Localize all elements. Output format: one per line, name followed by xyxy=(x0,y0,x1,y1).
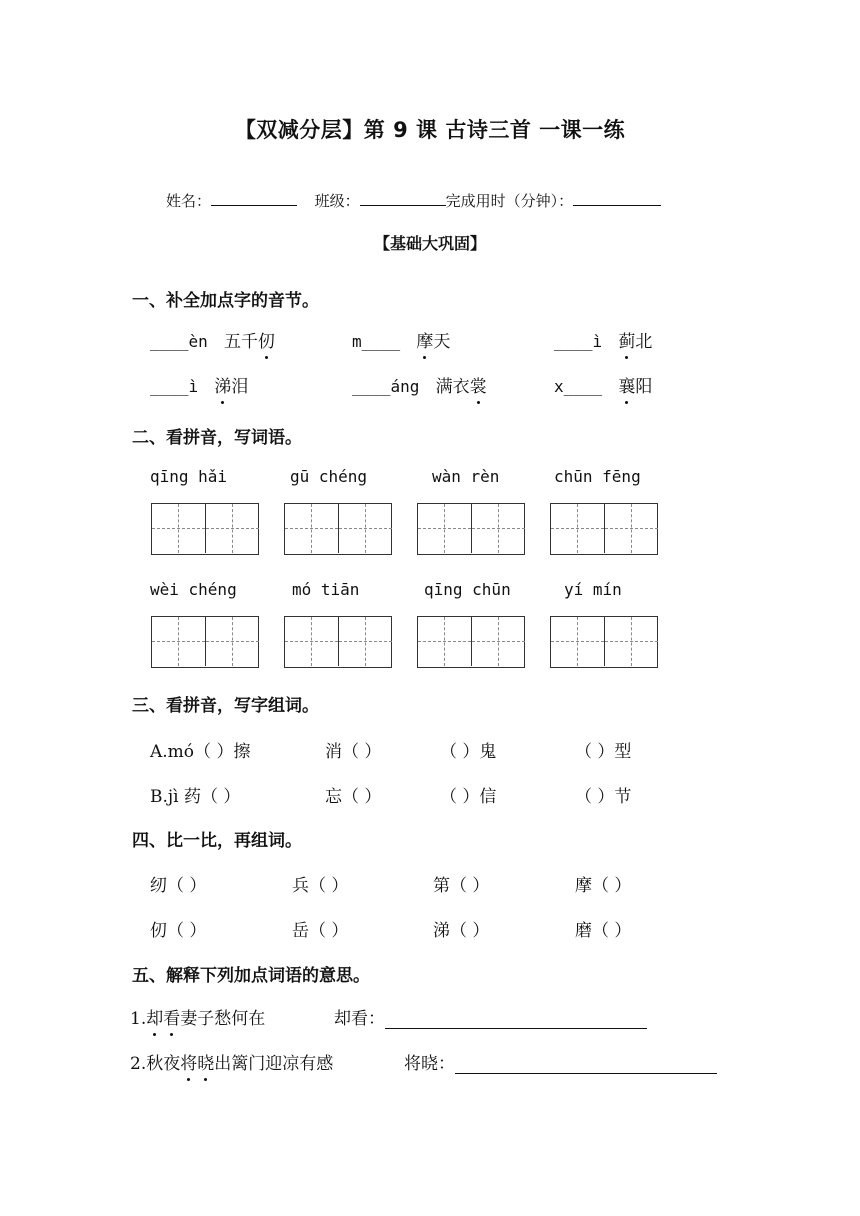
fill-item[interactable]: 忘（ ） xyxy=(325,787,382,807)
dotted-word xyxy=(146,1009,180,1029)
pinyin-prompt: gū chéng xyxy=(290,467,368,486)
s1-item xyxy=(352,327,450,352)
compare-item[interactable]: 岳（ ） xyxy=(292,921,349,941)
writing-grid[interactable] xyxy=(550,503,658,555)
word-part: 阳 xyxy=(635,377,653,397)
pinyin-prompt: qīng chūn xyxy=(424,580,511,599)
pinyin-prompt: mó tiān xyxy=(292,580,360,599)
dotted-char: 襄 xyxy=(618,372,635,397)
question-prefix: 2.秋夜 xyxy=(130,1054,181,1074)
answer-label: 将晓： xyxy=(404,1054,455,1074)
section-5-heading: 五、解释下列加点词语的意思。 xyxy=(132,966,370,986)
dotted-char: 涕 xyxy=(214,372,231,397)
pinyin-blank[interactable]: x____ xyxy=(554,377,603,396)
dotted-char: 却 xyxy=(146,1004,163,1029)
writing-grid[interactable] xyxy=(151,616,259,668)
section-2-heading: 二、看拼音，写词语。 xyxy=(132,428,302,448)
class-blank[interactable] xyxy=(360,191,446,206)
pinyin-blank[interactable]: m____ xyxy=(352,332,401,351)
s1-item xyxy=(554,372,652,397)
compare-item[interactable]: 磨（ ） xyxy=(575,921,632,941)
name-blank[interactable] xyxy=(211,191,297,206)
pinyin-prompt: yí mín xyxy=(564,580,622,599)
pinyin-prompt: wàn rèn xyxy=(432,467,500,486)
section-4-heading: 四、比一比，再组词。 xyxy=(132,831,302,851)
dotted-char: 看 xyxy=(163,1004,180,1029)
answer-line[interactable] xyxy=(385,1010,647,1029)
fill-item[interactable]: （ ）鬼 xyxy=(440,742,497,762)
s1-item xyxy=(150,327,275,352)
question-text: 出篱门迎凉有感 xyxy=(214,1054,334,1074)
dotted-char: 仞 xyxy=(258,327,275,352)
writing-grid[interactable] xyxy=(284,616,392,668)
writing-grid[interactable] xyxy=(151,503,259,555)
fill-item[interactable]: 消（ ） xyxy=(325,742,382,762)
dotted-char: 将 xyxy=(180,1049,197,1074)
writing-grid[interactable] xyxy=(417,503,525,555)
name-label: 姓名： xyxy=(166,192,212,210)
pinyin-prompt: qīng hǎi xyxy=(150,467,228,486)
fill-item[interactable]: （ ）信 xyxy=(440,787,497,807)
fill-item[interactable]: A.mó（ ）擦 xyxy=(150,742,251,762)
answer-line[interactable] xyxy=(455,1055,717,1074)
dotted-word xyxy=(180,1054,214,1074)
pinyin-blank[interactable]: ____áng xyxy=(352,377,420,396)
class-label: 班级： xyxy=(314,192,360,210)
word-part: 泪 xyxy=(231,377,249,397)
pinyin-blank[interactable]: ____èn xyxy=(150,332,208,351)
time-label: 完成用时（分钟）： xyxy=(445,192,574,210)
word-part: 五千 xyxy=(224,332,259,352)
student-info-line xyxy=(166,190,661,211)
question-2 xyxy=(130,1049,333,1074)
dotted-char: 裳 xyxy=(470,372,487,397)
compare-item[interactable]: 摩（ ） xyxy=(575,876,632,896)
answer-label: 却看： xyxy=(334,1009,385,1029)
s1-item xyxy=(554,327,652,352)
page-title: 【双减分层】第 9 课 古诗三首 一课一练 xyxy=(234,118,626,142)
question-2-answer xyxy=(404,1049,717,1074)
word-part: 天 xyxy=(433,332,451,352)
question-prefix: 1. xyxy=(130,1009,147,1029)
dotted-char: 晓 xyxy=(197,1049,214,1074)
writing-grid[interactable] xyxy=(284,503,392,555)
compare-item[interactable]: 纫（ ） xyxy=(150,876,207,896)
question-1 xyxy=(130,1004,265,1029)
writing-grid[interactable] xyxy=(417,616,525,668)
fill-item[interactable]: B.jì 药（ ） xyxy=(150,787,241,807)
pinyin-prompt: chūn fēng xyxy=(554,467,641,486)
s1-item xyxy=(150,372,248,397)
fill-item[interactable]: （ ）节 xyxy=(575,787,632,807)
compare-item[interactable]: 兵（ ） xyxy=(292,876,349,896)
time-blank[interactable] xyxy=(573,191,661,206)
word-part: 北 xyxy=(635,332,653,352)
compare-item[interactable]: 涕（ ） xyxy=(433,921,490,941)
section-subheading: 【基础大巩固】 xyxy=(373,234,486,253)
dotted-char: 摩 xyxy=(416,327,433,352)
pinyin-prompt: wèi chéng xyxy=(150,580,237,599)
fill-item[interactable]: （ ）型 xyxy=(575,742,632,762)
question-text: 妻子愁何在 xyxy=(180,1009,266,1029)
word-part: 满衣 xyxy=(435,377,470,397)
pinyin-blank[interactable]: ____ì xyxy=(150,377,199,396)
compare-item[interactable]: 第（ ） xyxy=(433,876,490,896)
writing-grid[interactable] xyxy=(550,616,658,668)
compare-item[interactable]: 仞（ ） xyxy=(150,921,207,941)
section-1-heading: 一、补全加点字的音节。 xyxy=(132,291,319,311)
pinyin-blank[interactable]: ____ì xyxy=(554,332,603,351)
s1-item xyxy=(352,372,487,397)
question-1-answer xyxy=(334,1004,647,1029)
dotted-char: 蓟 xyxy=(618,327,635,352)
section-3-heading: 三、看拼音，写字组词。 xyxy=(132,696,319,716)
